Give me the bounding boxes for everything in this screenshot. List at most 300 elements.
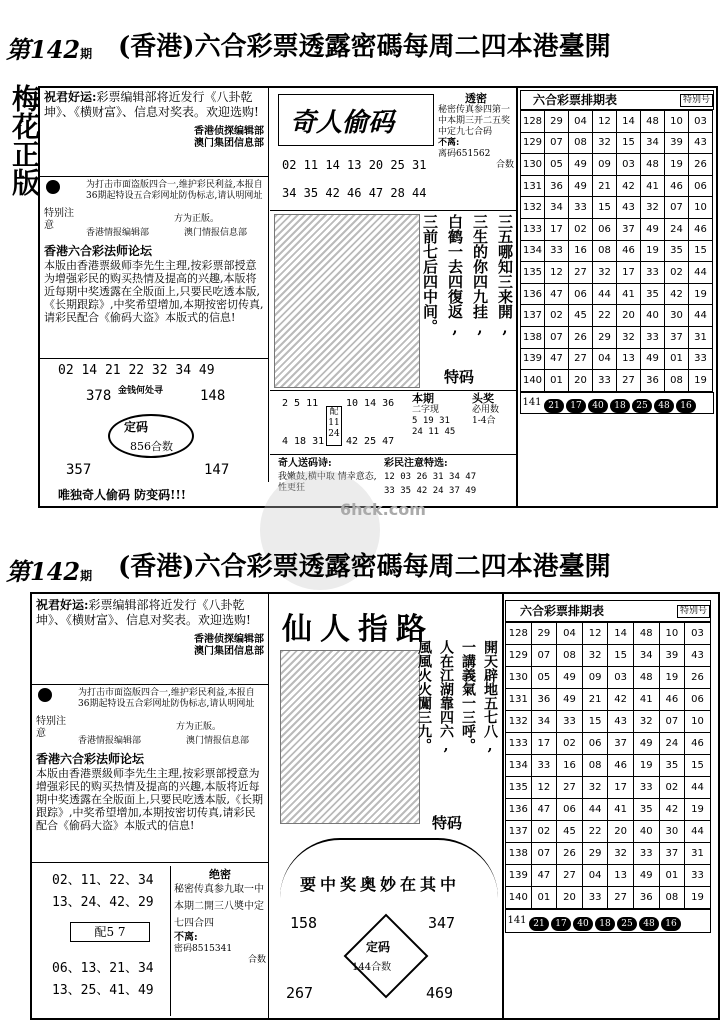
- rank-number: 43: [685, 645, 711, 667]
- rank-number: 05: [531, 667, 557, 689]
- rank-number: 12: [531, 777, 557, 799]
- notice-text: 为打击市面盗版四合一,维护彩民利益,本报自36期起特设五合彩网址防伪标志,请认明网址: [78, 688, 255, 709]
- rank-row: [521, 305, 713, 327]
- rank-number: 49: [641, 218, 665, 240]
- rank-number: 22: [582, 821, 608, 843]
- secret-text: 秘密传真参九取一中本期二開三八奬中定七四合四: [174, 884, 264, 929]
- poem-columns: [422, 214, 516, 364]
- rank-number: 33: [531, 755, 557, 777]
- poem-text: 我嫩鼓,横中取 情幸意态,性更狂: [278, 472, 377, 493]
- bulian-label: 不离:: [438, 138, 460, 148]
- rank-number: 01: [659, 865, 685, 887]
- divider: [268, 592, 269, 1020]
- rank-period: 134: [506, 755, 532, 777]
- rank-number: 20: [608, 821, 634, 843]
- rank-period: 129: [521, 132, 545, 154]
- rank-number: 16: [557, 755, 583, 777]
- rank-last-row: [520, 392, 714, 414]
- rank-number: 27: [557, 777, 583, 799]
- rank-period: 133: [506, 733, 532, 755]
- secret-title: 透密: [465, 92, 487, 105]
- rank-number: 15: [617, 132, 641, 154]
- rank-number: 01: [665, 348, 689, 370]
- rank-number: 29: [545, 111, 569, 133]
- rank-number: 49: [641, 348, 665, 370]
- ball-number: 25: [632, 399, 652, 413]
- secret-text: 秘密传真参四第一中本期三开二五奖中定九七合码: [438, 105, 511, 137]
- rank-number: 33: [633, 843, 659, 865]
- divider: [270, 210, 516, 211]
- rank-number: 37: [608, 733, 634, 755]
- bottom-rank-table: [505, 600, 711, 933]
- rank-period: 137: [506, 821, 532, 843]
- rank-number: 09: [582, 667, 608, 689]
- top-greeting: [44, 90, 264, 172]
- num-bottom-left: 267: [286, 984, 314, 1002]
- rank-row: [506, 887, 711, 909]
- rank-number: 13: [617, 348, 641, 370]
- rank-row: [521, 370, 713, 392]
- rank-period: 139: [506, 865, 532, 887]
- poem-col: 三五哪知三来開,: [496, 214, 514, 337]
- rank-number: 03: [685, 623, 711, 645]
- notice-sign-1: 方为正版。: [176, 722, 222, 732]
- rank-number: 22: [593, 305, 617, 327]
- left-nums-2: [52, 958, 154, 1002]
- bottom-notice: [36, 688, 264, 750]
- temaw: 特码: [444, 368, 475, 386]
- bulian-value: 密码8515341: [174, 944, 233, 954]
- benqi-nums: 5 19 31: [412, 416, 450, 426]
- sign-2: 澳门集团信息部: [194, 646, 264, 657]
- caimin-nums: 33 35 42 24 37 49: [384, 486, 477, 496]
- ball-number: 16: [676, 399, 696, 413]
- rank-number: 35: [641, 283, 665, 305]
- sq-nums-2: 4 18 31: [282, 436, 325, 447]
- rank-number: 14: [617, 111, 641, 133]
- notice-sign-2: 香港情报编辑部: [78, 736, 142, 746]
- sign-1: 香港侦探编辑部: [194, 126, 264, 137]
- rank-number: 14: [608, 623, 634, 645]
- rank-number: 36: [531, 689, 557, 711]
- rank-number: 20: [557, 887, 583, 909]
- rank-number: 41: [608, 799, 634, 821]
- rank-number: 15: [608, 645, 634, 667]
- ball-list: [528, 911, 682, 931]
- rank-number: 33: [689, 348, 713, 370]
- ball-number: 17: [551, 917, 571, 931]
- rank-number: 34: [633, 645, 659, 667]
- rank-period: 136: [521, 283, 545, 305]
- rank-number: 47: [545, 348, 569, 370]
- rank-title: 六合彩票排期表: [520, 603, 605, 618]
- poem-col: 人在江湖靠四六,: [438, 640, 454, 754]
- center-nums-2: 34 35 42 46 47 28 44: [282, 186, 427, 200]
- rank-number: 03: [689, 111, 713, 133]
- rank-number: 07: [545, 326, 569, 348]
- notice-label: 特别注意: [44, 208, 74, 231]
- rank-number: 10: [659, 623, 685, 645]
- heshu: 合数: [247, 955, 266, 965]
- rank-title: 六合彩票排期表: [533, 92, 618, 107]
- rank-number: 07: [665, 197, 689, 219]
- rank-row: [521, 240, 713, 262]
- rank-number: 02: [665, 262, 689, 284]
- rank-number: 46: [608, 755, 634, 777]
- rank-number: 35: [665, 240, 689, 262]
- rank-number: 48: [633, 667, 659, 689]
- rank-row: [521, 218, 713, 240]
- rank-period: 137: [521, 305, 545, 327]
- rank-number: 24: [659, 733, 685, 755]
- rank-number: 19: [641, 240, 665, 262]
- poem-col: 三生的你四九挂,: [471, 214, 489, 337]
- rank-number: 02: [659, 777, 685, 799]
- rank-number: 30: [659, 821, 685, 843]
- rank-number: 07: [531, 843, 557, 865]
- rank-number: 10: [689, 197, 713, 219]
- rank-number: 06: [685, 689, 711, 711]
- rank-number: 44: [689, 305, 713, 327]
- rank-number: 27: [617, 370, 641, 392]
- rank-number: 27: [569, 262, 593, 284]
- num-top-right: 148: [200, 388, 226, 404]
- ball-number: 18: [610, 399, 630, 413]
- top-notice: [44, 180, 264, 242]
- bottom-greeting: [36, 598, 264, 682]
- rank-number: 15: [689, 240, 713, 262]
- left-nums-row: 13、25、41、49: [52, 983, 154, 998]
- rank-number: 26: [569, 326, 593, 348]
- rank-number: 45: [569, 305, 593, 327]
- rank-number: 40: [633, 821, 659, 843]
- rank-period: 128: [506, 623, 532, 645]
- rank-number: 02: [545, 305, 569, 327]
- rank-number: 33: [593, 370, 617, 392]
- poem-col: 白鹤一去四復返,: [446, 214, 464, 337]
- divider: [40, 176, 268, 177]
- rank-number: 01: [531, 887, 557, 909]
- code-label: 定码: [124, 420, 149, 434]
- rank-number: 17: [531, 733, 557, 755]
- sq-nums-1: 2 5 11: [282, 398, 319, 409]
- bomb-icon: [38, 688, 52, 702]
- rank-number: 33: [545, 240, 569, 262]
- rank-number: 09: [593, 154, 617, 176]
- sq-nums-3: 10 14 36: [346, 398, 395, 409]
- rank-number: 08: [659, 887, 685, 909]
- caimin-label: 彩民注意特选:: [384, 458, 448, 469]
- rank-number: 49: [569, 175, 593, 197]
- rank-number: 19: [689, 370, 713, 392]
- rank-number: 44: [689, 262, 713, 284]
- divider: [32, 684, 268, 685]
- rank-number: 13: [608, 865, 634, 887]
- rank-period: 128: [521, 111, 545, 133]
- rank-row: [506, 711, 711, 733]
- bottom-issue: [6, 552, 92, 587]
- rank-period: 131: [521, 175, 545, 197]
- rank-number: 37: [665, 326, 689, 348]
- poem-label: 奇人送码诗:: [278, 458, 332, 469]
- divider: [516, 86, 518, 508]
- rank-period: 140: [506, 887, 532, 909]
- rank-number: 19: [685, 887, 711, 909]
- watermark-text: 6hck.com: [340, 500, 426, 519]
- ball-number: 17: [566, 399, 586, 413]
- rank-number: 03: [608, 667, 634, 689]
- divider: [40, 358, 268, 359]
- issue-number: 142: [30, 557, 81, 586]
- rank-number: 32: [608, 843, 634, 865]
- rank-number: 35: [633, 799, 659, 821]
- rank-row: [506, 799, 711, 821]
- rank-number: 46: [665, 175, 689, 197]
- greeting-text: 彩票编辑部将近发行《八卦乾坤》、《横财富》、信息对奖表。欢迎选购!: [44, 90, 259, 119]
- rank-number: 43: [608, 711, 634, 733]
- rank-period: 138: [521, 326, 545, 348]
- rank-period: 130: [521, 154, 545, 176]
- illustration-image: [280, 650, 420, 824]
- rank-number: 27: [569, 348, 593, 370]
- divider: [502, 592, 504, 1020]
- rank-number: 49: [557, 689, 583, 711]
- rank-number: 04: [593, 348, 617, 370]
- ball-number: 18: [595, 917, 615, 931]
- rank-number: 06: [557, 799, 583, 821]
- rank-number: 33: [569, 197, 593, 219]
- rank-number: 39: [659, 645, 685, 667]
- ball-number: 48: [639, 917, 659, 931]
- rank-number: 20: [617, 305, 641, 327]
- rank-row: [521, 326, 713, 348]
- rank-number: 39: [665, 132, 689, 154]
- rank-period: 135: [521, 262, 545, 284]
- greeting-text: 彩票编辑部将近发行《八卦乾坤》、《横财富》、信息对奖表。欢迎选购!: [36, 598, 251, 627]
- rank-number: 27: [608, 887, 634, 909]
- rank-number: 02: [557, 733, 583, 755]
- top-rank-table: [520, 90, 714, 414]
- rank-row: [521, 348, 713, 370]
- toujiang-range: 1-4合: [472, 416, 496, 426]
- rank-number: 44: [593, 283, 617, 305]
- num-bottom-right: 469: [426, 984, 454, 1002]
- benqi-label: 本期: [412, 392, 434, 405]
- rank-period: 136: [506, 799, 532, 821]
- arc-text: 要中奖奥妙在其中: [300, 875, 461, 894]
- rank-grid: [505, 622, 711, 909]
- rank-number: 01: [545, 370, 569, 392]
- rank-number: 34: [545, 197, 569, 219]
- rank-number: 07: [659, 711, 685, 733]
- rank-number: 33: [641, 262, 665, 284]
- rank-number: 31: [685, 843, 711, 865]
- rank-number: 06: [582, 733, 608, 755]
- rank-row: [506, 667, 711, 689]
- rank-number: 06: [689, 175, 713, 197]
- center-title: 仙人指路: [282, 612, 434, 647]
- rank-row: [506, 623, 711, 645]
- ball-number: 48: [654, 399, 674, 413]
- arc-text: 金钱何处寻: [118, 386, 164, 396]
- rank-number: 32: [582, 645, 608, 667]
- rank-row: [521, 283, 713, 305]
- rank-number: 07: [545, 132, 569, 154]
- rank-number: 41: [641, 175, 665, 197]
- rank-number: 26: [557, 843, 583, 865]
- greeting-label: 祝君好运:: [36, 598, 89, 612]
- issue-char: 期: [80, 47, 93, 61]
- rank-number: 42: [617, 175, 641, 197]
- nums-line: 02 14 21 22 32 34 49: [58, 363, 215, 378]
- poem-columns: [416, 640, 500, 790]
- divider: [270, 454, 516, 455]
- rank-number: 31: [689, 326, 713, 348]
- rank-number: 21: [593, 175, 617, 197]
- rank-number: 32: [593, 262, 617, 284]
- sign-2: 澳门集团信息部: [194, 138, 264, 149]
- rank-row: [506, 645, 711, 667]
- rank-row: [521, 262, 713, 284]
- rank-number: 15: [582, 711, 608, 733]
- rank-number: 36: [641, 370, 665, 392]
- num-top-left: 158: [290, 914, 318, 932]
- rank-number: 10: [685, 711, 711, 733]
- rank-number: 17: [545, 218, 569, 240]
- rank-number: 08: [557, 645, 583, 667]
- rank-row: [506, 777, 711, 799]
- rank-number: 17: [617, 262, 641, 284]
- left-nums-row: 02、11、22、34: [52, 873, 154, 888]
- rank-number: 12: [582, 623, 608, 645]
- ball-number: 25: [617, 917, 637, 931]
- toujiang-sub: 必用数: [472, 405, 500, 415]
- sq-nums-4: 42 25 47: [346, 436, 395, 447]
- rank-number: 42: [665, 283, 689, 305]
- rank-number: 37: [617, 218, 641, 240]
- rank-number: 06: [593, 218, 617, 240]
- slogan: 唯独奇人偷码 防变码!!!: [58, 488, 186, 502]
- rank-number: 49: [633, 733, 659, 755]
- secret-title: 绝密: [209, 868, 231, 881]
- rank-number: 47: [531, 799, 557, 821]
- code-value: 856合数: [130, 440, 173, 453]
- rank-last-row: [505, 909, 711, 933]
- rank-number: 04: [569, 111, 593, 133]
- top-headline: (香港)六合彩票透露密碼每周二四本港臺開: [118, 32, 611, 62]
- rank-number: 21: [582, 689, 608, 711]
- rank-period: 139: [521, 348, 545, 370]
- rank-number: 46: [659, 689, 685, 711]
- rank-number: 44: [685, 821, 711, 843]
- rank-number: 40: [641, 305, 665, 327]
- pei-label: 配11 24: [326, 406, 342, 446]
- center-title: 奇人偷码: [290, 108, 395, 138]
- rank-number: 43: [617, 197, 641, 219]
- bulian-value: 离码651562: [438, 149, 491, 159]
- poem-col: 開天辟地五七八,: [482, 640, 498, 754]
- rank-period: 140: [521, 370, 545, 392]
- ball-number: 21: [529, 917, 549, 931]
- caimin-nums: 12 03 26 31 34 47: [384, 472, 477, 482]
- rank-period: 135: [506, 777, 532, 799]
- rank-row: [506, 821, 711, 843]
- divider: [170, 866, 171, 1016]
- rank-number: 12: [593, 111, 617, 133]
- code-label: 定码: [366, 940, 391, 954]
- rank-number: 29: [593, 326, 617, 348]
- heshu: 合数: [495, 160, 514, 170]
- rank-number: 19: [659, 667, 685, 689]
- poem-col: 風風火火闖三九。: [416, 640, 432, 752]
- rank-number: 48: [641, 111, 665, 133]
- rank-period: 132: [521, 197, 545, 219]
- rank-number: 42: [659, 799, 685, 821]
- rank-period: 132: [506, 711, 532, 733]
- rank-number: 32: [641, 197, 665, 219]
- left-nums-row: 13、24、42、29: [52, 895, 154, 910]
- divider: [270, 390, 516, 391]
- rank-last-label: 141: [507, 915, 527, 926]
- rank-number: 46: [617, 240, 641, 262]
- rank-number: 32: [593, 132, 617, 154]
- divider: [32, 862, 268, 863]
- rank-number: 29: [531, 623, 557, 645]
- rank-number: 34: [531, 711, 557, 733]
- rank-period: 131: [506, 689, 532, 711]
- rank-number: 33: [641, 326, 665, 348]
- rank-number: 17: [608, 777, 634, 799]
- rank-number: 02: [531, 821, 557, 843]
- rank-number: 49: [569, 154, 593, 176]
- center-nums-1: 02 11 14 13 20 25 31: [282, 158, 427, 172]
- rank-number: 33: [633, 777, 659, 799]
- rank-grid: [520, 110, 713, 392]
- rank-number: 04: [557, 623, 583, 645]
- ball-number: 16: [661, 917, 681, 931]
- rank-number: 44: [582, 799, 608, 821]
- forum-text: 本版由香港票級师李先生主理,按彩票部授意为增强彩民的购买热情及提高的兴趣,本版将近每期中奖透露在全版面上,只要民吃透本版,《长期跟踪》,中奖希望增加,本期按密切传真,请彩民配合《偷码大盗》本版式的信息!: [44, 259, 264, 324]
- rank-number: 02: [569, 218, 593, 240]
- rank-number: 12: [545, 262, 569, 284]
- rank-number: 48: [641, 154, 665, 176]
- rank-number: 34: [641, 132, 665, 154]
- rank-number: 47: [531, 865, 557, 887]
- forum-title: 香港六合彩法师论坛: [36, 752, 145, 766]
- rank-number: 19: [665, 154, 689, 176]
- rank-row: [506, 865, 711, 887]
- rank-number: 35: [659, 755, 685, 777]
- code-value: 144合数: [352, 962, 392, 973]
- left-nums: [52, 870, 154, 914]
- rank-number: 33: [557, 711, 583, 733]
- rank-number: 20: [569, 370, 593, 392]
- benqi-nums: 24 11 45: [412, 427, 456, 437]
- rank-number: 41: [617, 283, 641, 305]
- benqi-sub: 二字现: [412, 405, 440, 415]
- rank-row: [506, 843, 711, 865]
- rank-number: 08: [665, 370, 689, 392]
- rank-number: 26: [685, 667, 711, 689]
- rank-number: 15: [685, 755, 711, 777]
- rank-number: 06: [569, 283, 593, 305]
- rank-number: 37: [659, 843, 685, 865]
- rank-number: 36: [545, 175, 569, 197]
- num-top-left: 378: [86, 388, 112, 404]
- rank-row: [506, 755, 711, 777]
- ball-list: [543, 393, 697, 413]
- notice-sign-3: 澳门情报信息部: [186, 736, 250, 746]
